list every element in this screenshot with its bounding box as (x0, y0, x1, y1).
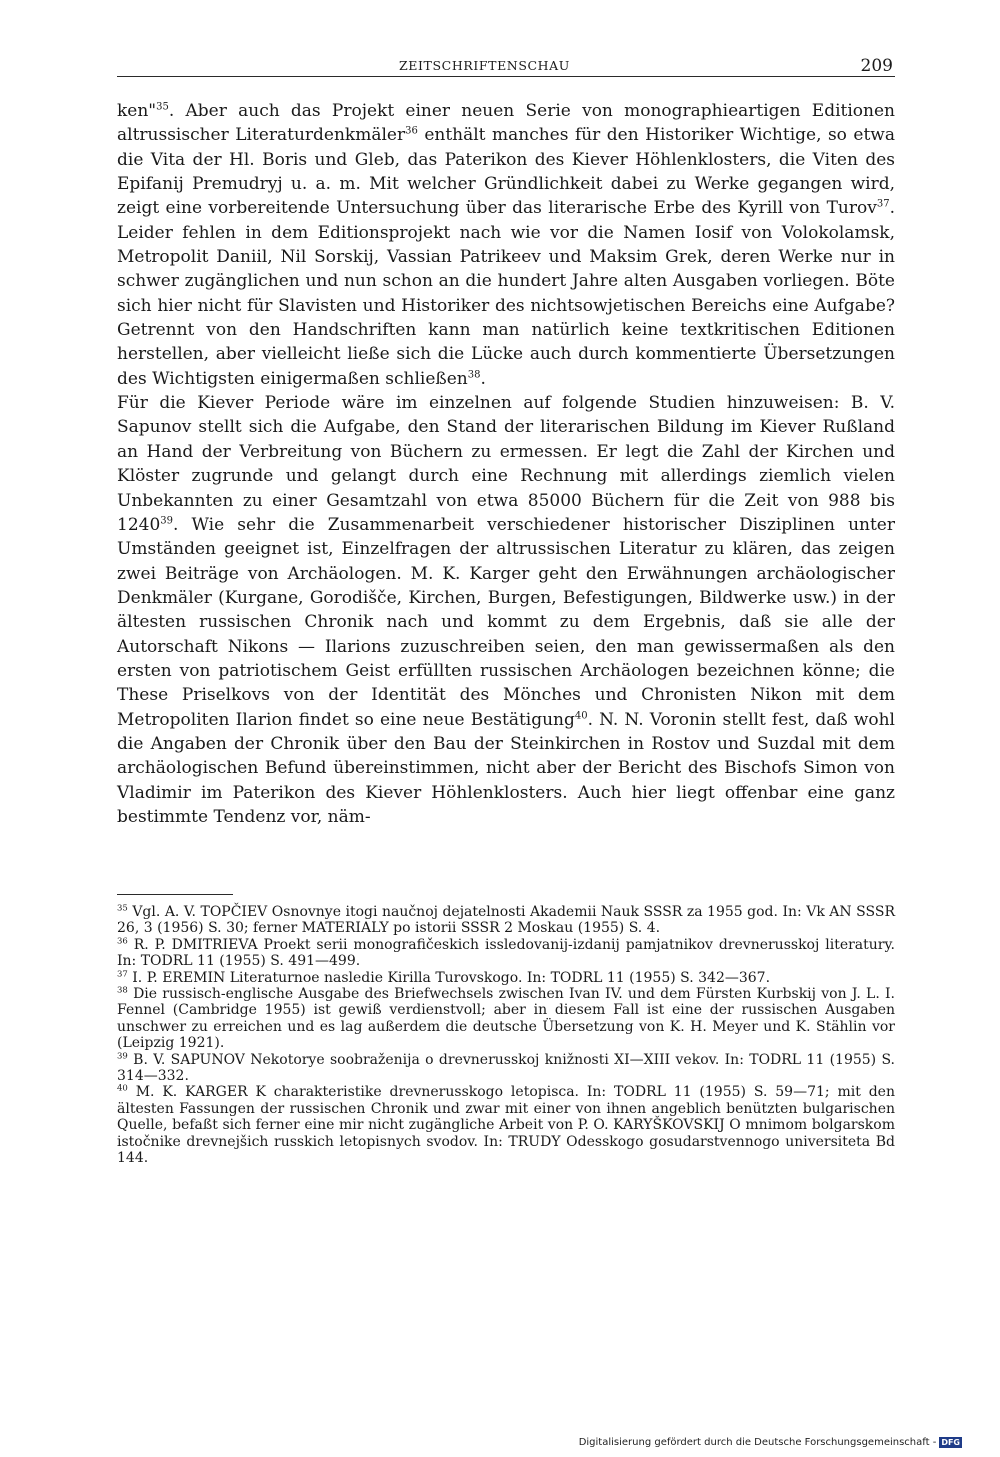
paragraph-1 (117, 99, 895, 391)
footnote-38 (117, 986, 895, 1052)
footnote-separator (117, 894, 233, 895)
text-run: . N. N. Voronin stellt fest, daß wohl die Angaben der Chronik über den Bau der Steinkirchen in Rostov und Suzdal mit dem archäologischen Befund übereinstimmen, nicht aber der Bericht des Bischofs Simon von Vladimir im Paterikon des Kiever Höhlenklosters. Auch hier liegt offenbar eine ganz bestimmte Tendenz vor, näm- (117, 709, 895, 827)
text-run: . Leider fehlen in dem Editionsprojekt nach wie vor die Namen Iosif von Volokolamsk, Metropolit Daniil, Nil Sorskij, Vassian Patrikeev und Maksim Grek, deren Werke nur in schwer zugänglichen und nun schon an die hundert Jahre alten Ausgaben vorliegen. Böte sich hier nicht für Slavisten und Historiker des nichtsowjetischen Bereichs eine Aufgabe? Getrennt von den Handschriften kann man natürlich keine textkritischen Editionen herstellen, aber vielleicht ließe sich die Lücke auch durch kommentierte Übersetzungen des Wichtigsten einigermaßen schließen (117, 198, 895, 389)
digitization-text: Digitalisierung gefördert durch die Deutsche Forschungsgemeinschaft - (578, 1437, 937, 1448)
footnote-39 (117, 1052, 895, 1085)
footnote-text: R. P. DMITRIEVA Proekt serii monografičeskich issledovanij-izdanij pamjatnikov drevnerusskoj literatury. In: TODRL 11 (1955) S. 491—499. (117, 936, 895, 970)
running-header (117, 56, 895, 82)
footnote-text: Vgl. A. V. TOPČIEV Osnovnye itogi naučnoj dejatelnosti Akademii Nauk SSSR za 1955 god. In: Vk AN SSSR 26, 3 (1956) S. 30; ferner MATERIALY po istorii SSSR 2 Moskau (1955) S. 4. (117, 904, 895, 937)
footnote-number: 38 (117, 985, 128, 996)
footnote-number: 39 (117, 1051, 128, 1061)
footnote-ref-36[interactable]: 36 (405, 125, 418, 137)
footnote-37 (117, 970, 895, 986)
footnote-36 (117, 937, 895, 970)
footnote-text: M. K. KARGER K charakteristike drevnerusskogo letopisca. In: TODRL 11 (1955) S. 59—71; mit den ältesten Fassungen der russischen Chronik und zwar mit einer von ihnen angeblich benützten bulgarischen Quelle, befaßt sich ferner eine mir nicht zugängliche Arbeit von P. O. KARYŠKOVSKIJ O mnimom bolgarskom istočnike drevnejšich russkich letopisnych svodov. In: TRUDY Odesskogo gosudarstvennogo universiteta Bd 144. (117, 1084, 895, 1167)
page-number: 209 (860, 56, 893, 76)
header-title: ZEITSCHRIFTENSCHAU (399, 58, 570, 73)
footnote-40 (117, 1084, 895, 1166)
digitization-notice (579, 1437, 962, 1448)
footnotes (117, 904, 895, 1167)
footnote-ref-40[interactable]: 40 (574, 709, 588, 721)
text-run: . Aber auch das Projekt einer neuen Serie von monographieartigen Editionen altrussischer Literaturdenkmäler (117, 101, 895, 146)
footnote-number: 36 (117, 936, 128, 947)
text-run: enthält manches für den Historiker Wichtige, so etwa die Vita der Hl. Boris und Gleb, das Paterikon des Kiever Höhlenklosters, die Viten des Epifanij Premudryj u. a. m. Mit welcher Gründlichkeit dabei zu Werke gegangen wird, zeigt eine vorbereitende Untersuchung über das literarische Erbe des Kyrill von Turov (117, 125, 895, 219)
footnote-number: 40 (117, 1083, 128, 1094)
main-text (117, 99, 895, 829)
dfg-logo-icon: DFG (941, 1438, 960, 1447)
text-run: . Wie sehr die Zusammenarbeit verschiedener historischer Disziplinen unter Umständen geeignet ist, Einzelfragen der altrussischen Literatur zu klären, das zeigen zwei Beiträge von Archäologen. M. K. Karger geht den Erwähnungen archäologischer Denkmäler (Kurgane, Gorodišče, Kirchen, Burgen, Befestigungen, Bildwerke usw.) in der ältesten russischen Chronik nach und kommt zu dem Ergebnis, daß sie alle der Autorschaft Nikons — Ilarions zuzuschreiben seien, den man gewissermaßen als den ersten von patriotischem Geist erfüllten russischen Archäologen bezeichnen könne; die These Priselkovs von der Identität des Mönches und Chronisten Nikon mit dem Metropoliten Ilarion findet so eine neue Bestätigung (117, 514, 895, 730)
footnote-text: B. V. SAPUNOV Nekotorye soobraženija o drevnerusskoj knižnosti XI—XIII vekov. In: TODRL 11 (1955) S. 314—332. (117, 1051, 895, 1085)
text-run: Für die Kiever Periode wäre im einzelnen auf folgende Studien hinzuweisen: B. V. Sapunov stellt sich die Aufgabe, den Stand der literarischen Bildung im Kiever Rußland an Hand der Verbreitung von Büchern zu ermessen. Er legt die Zahl der Kirchen und Klöster zugrunde und gelangt durch eine Rechnung mit allerdings ziemlich vielen Unbekannten zu einer Gesamtzahl von etwa 85000 Büchern für die Zeit von 988 bis 1240 (117, 393, 895, 535)
footnote-ref-37[interactable]: 37 (876, 198, 890, 210)
footnote-35 (117, 904, 895, 937)
footnote-ref-35[interactable]: 35 (156, 101, 169, 113)
footnote-text: I. P. EREMIN Literaturnoe nasledie Kirilla Turovskogo. In: TODRL 11 (1955) S. 342—367. (127, 969, 771, 986)
header-rule (117, 76, 895, 77)
footnote-ref-39[interactable]: 39 (160, 515, 173, 527)
footnote-number: 35 (117, 903, 128, 914)
text-run: . (480, 368, 486, 389)
footnote-ref-38[interactable]: 38 (467, 369, 481, 381)
footnote-number: 37 (117, 968, 128, 979)
text-run: ken" (117, 101, 157, 121)
footnote-text: Die russisch-englische Ausgabe des Briefwechsels zwischen Ivan IV. und dem Fürsten Kurbskij von J. L. I. Fennel (Cambridge 1955) ist gewiß verdienstvoll; aber in diesem Fall ist eine der russischen Ausgaben unschwer zu erreichen und es lag außerdem die deutsche Übersetzung von K. H. Meyer und K. Stählin vor (Leipzig 1921). (117, 986, 895, 1052)
paragraph-2 (117, 391, 895, 829)
